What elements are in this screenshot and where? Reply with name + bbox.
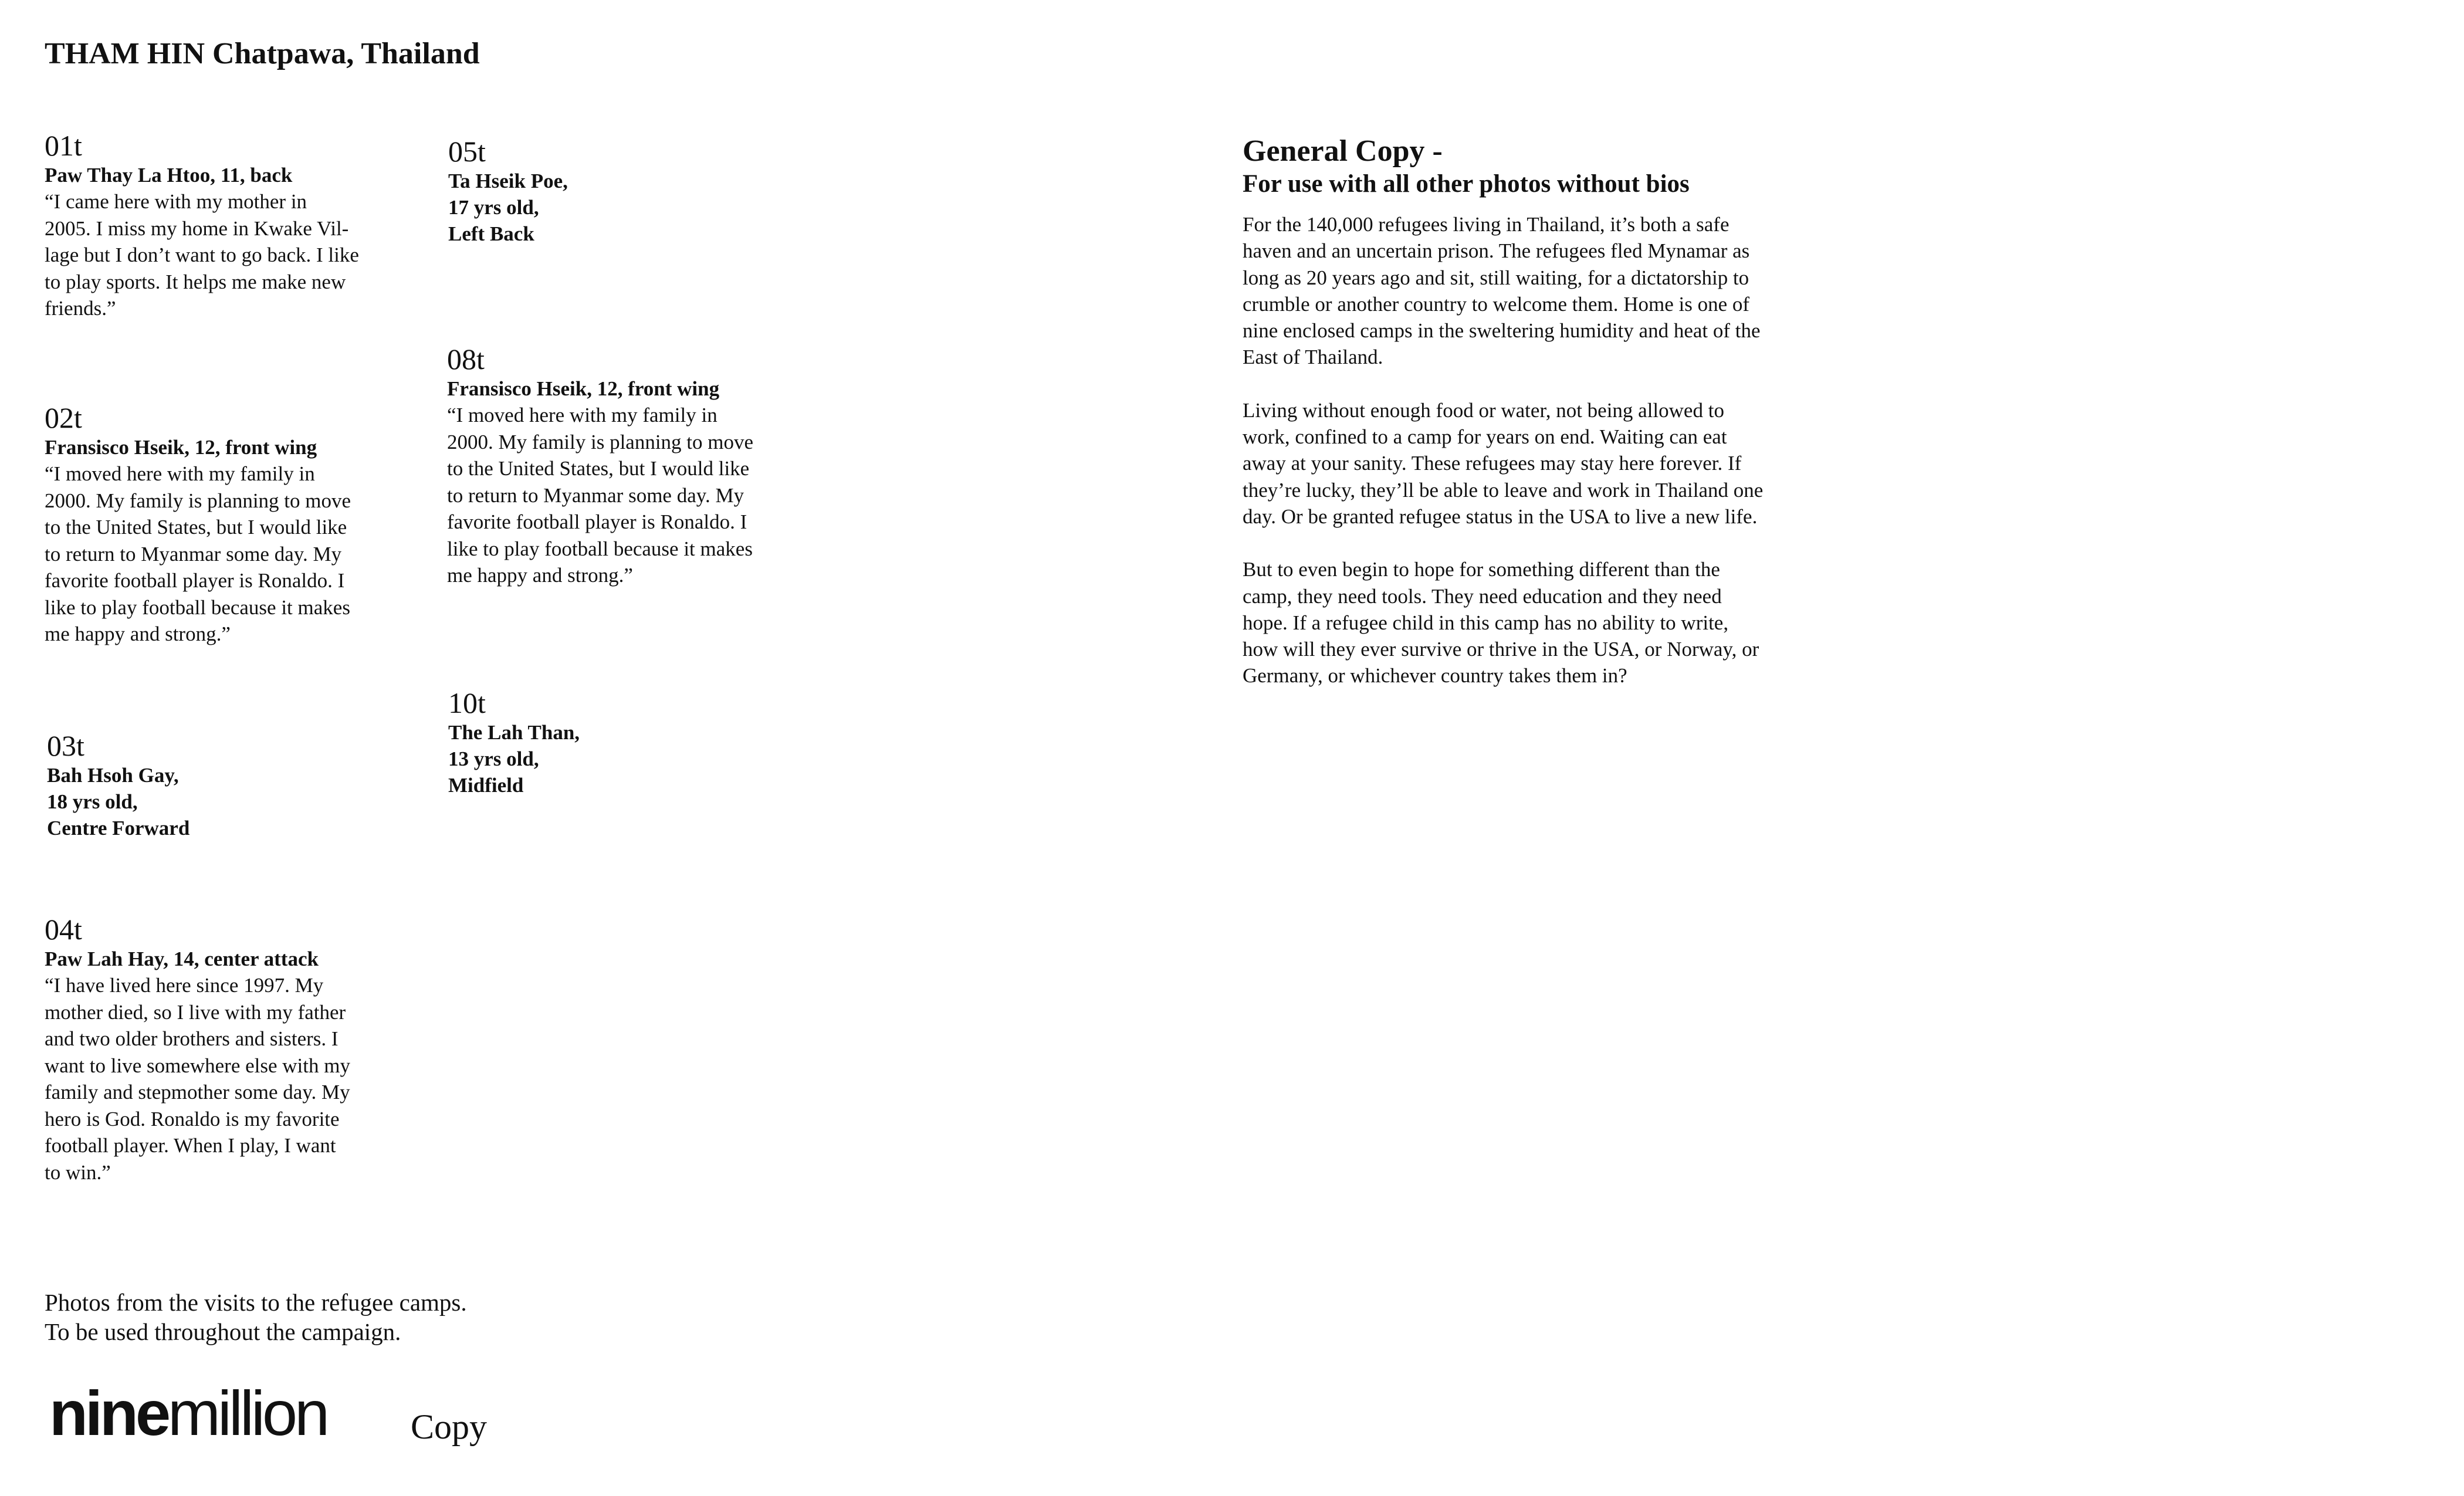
- quote-line: like to play football because it makes: [45, 595, 350, 619]
- general-copy-title: General Copy -: [1243, 134, 1443, 168]
- quote-line: favorite football player is Ronaldo. I: [447, 510, 747, 533]
- player-name: Paw Lah Hay, 14, center attack: [45, 947, 319, 970]
- quote-line: “I moved here with my family in: [45, 462, 315, 485]
- quote-line: to play sports. It helps me make new: [45, 270, 346, 293]
- bio-entry-03t: [47, 729, 393, 841]
- player-position-line: Left Back: [448, 222, 534, 245]
- quote-line: family and stepmother some day. My: [45, 1081, 350, 1104]
- player-age-line: 18 yrs old,: [47, 790, 138, 813]
- paragraph-line: how will they ever survive or thrive in the USA, or Norway, or: [1243, 638, 1759, 661]
- quote-line: to return to Myanmar some day. My: [45, 542, 342, 566]
- player-name: Fransisco Hseik, 12, front wing: [447, 377, 720, 400]
- quote-line: me happy and strong.”: [447, 564, 633, 587]
- paragraph-line: crumble or another country to welcome them. Home is one of: [1243, 292, 1750, 316]
- paragraph-line: day. Or be granted refugee status in the USA to live a new life.: [1243, 505, 1758, 528]
- player-name-line: Bah Hsoh Gay,: [47, 764, 179, 787]
- bio-entry-10t: [448, 686, 794, 798]
- paragraph-line: nine enclosed camps in the sweltering humidity and heat of the: [1243, 319, 1761, 343]
- quote-line: “I have lived here since 1997. My: [45, 974, 324, 997]
- quote-line: like to play football because it makes: [447, 537, 753, 560]
- photo-code: 01t: [45, 129, 82, 162]
- paragraph-line: away at your sanity. These refugees may stay here forever. If: [1243, 452, 1742, 475]
- quote-line: and two older brothers and sisters. I: [45, 1027, 339, 1050]
- photo-code: 05t: [448, 135, 486, 168]
- player-name-line: The Lah Than,: [448, 721, 580, 744]
- paragraph-line: For the 140,000 refugees living in Thailand, it’s both a safe: [1243, 213, 1729, 236]
- general-paragraph-3: [1243, 556, 1806, 689]
- bio-entry-01t: [45, 129, 391, 322]
- paragraph-line: East of Thailand.: [1243, 346, 1383, 369]
- paragraph-line: camp, they need tools. They need education and they need: [1243, 584, 1722, 608]
- paragraph-line: work, confined to a camp for years on end. Waiting can eat: [1243, 425, 1727, 449]
- paragraph-line: they’re lucky, they’ll be able to leave and work in Thailand one: [1243, 478, 1764, 502]
- photo-code: 03t: [47, 729, 84, 762]
- bio-entry-05t: [448, 135, 794, 247]
- quote-line: me happy and strong.”: [45, 622, 231, 645]
- paragraph-line: long as 20 years ago and sit, still waiting, for a dictatorship to: [1243, 266, 1749, 289]
- ninemillion-logo: [49, 1377, 327, 1448]
- quote-line: friends.”: [45, 297, 116, 320]
- footer-line-1: Photos from the visits to the refugee camps.: [45, 1289, 467, 1316]
- player-name-line: Ta Hseik Poe,: [448, 170, 568, 192]
- quote-line: want to live somewhere else with my: [45, 1054, 350, 1077]
- paragraph-line: Germany, or whichever country takes them in?: [1243, 664, 1627, 688]
- quote-line: favorite football player is Ronaldo. I: [45, 569, 345, 592]
- quote-line: to the United States, but I would like: [447, 457, 750, 480]
- photo-code: 10t: [448, 686, 486, 719]
- general-paragraph-1: [1243, 211, 1806, 371]
- quote-line: “I came here with my mother in: [45, 190, 307, 213]
- logo-copy-label: Copy: [411, 1407, 488, 1446]
- paragraph-line: Living without enough food or water, not being allowed to: [1243, 398, 1724, 422]
- general-copy-subtitle: For use with all other photos without bios: [1243, 170, 1690, 198]
- paragraph-line: But to even begin to hope for something different than the: [1243, 558, 1720, 581]
- photo-code: 08t: [447, 343, 485, 375]
- quote-line: mother died, so I live with my father: [45, 1000, 346, 1024]
- bio-entry-04t: [45, 913, 391, 1186]
- quote-line: 2005. I miss my home in Kwake Vil-: [45, 216, 349, 240]
- photo-code: 02t: [45, 401, 82, 434]
- page-title: THAM HIN Chatpawa, Thailand: [45, 37, 480, 70]
- quote-line: to return to Myanmar some day. My: [447, 483, 744, 507]
- bio-entry-08t: [447, 343, 793, 589]
- quote-line: hero is God. Ronaldo is my favorite: [45, 1107, 340, 1131]
- photo-code: 04t: [45, 913, 82, 946]
- bio-entry-02t: [45, 401, 391, 648]
- quote-line: football player. When I play, I want: [45, 1134, 336, 1157]
- quote-line: “I moved here with my family in: [447, 404, 717, 427]
- player-age-line: 17 yrs old,: [448, 196, 539, 219]
- quote-line: 2000. My family is planning to move: [45, 489, 351, 512]
- player-position-line: Midfield: [448, 774, 524, 797]
- paragraph-line: hope. If a refugee child in this camp has no ability to write,: [1243, 611, 1729, 634]
- player-name: Paw Thay La Htoo, 11, back: [45, 164, 293, 187]
- general-copy: [1243, 134, 1806, 716]
- quote-line: to the United States, but I would like: [45, 516, 347, 539]
- quote-line: 2000. My family is planning to move: [447, 430, 754, 453]
- logo-light-part: million: [168, 1377, 327, 1448]
- player-position-line: Centre Forward: [47, 817, 190, 840]
- player-age-line: 13 yrs old,: [448, 747, 539, 770]
- player-name: Fransisco Hseik, 12, front wing: [45, 436, 317, 459]
- quote-line: to win.”: [45, 1160, 111, 1184]
- general-paragraph-2: [1243, 397, 1806, 530]
- quote-line: lage but I don’t want to go back. I like: [45, 243, 359, 266]
- paragraph-line: haven and an uncertain prison. The refugees fled Mynamar as: [1243, 239, 1750, 263]
- footer-line-2: To be used throughout the campaign.: [45, 1318, 401, 1345]
- logo-bold-part: nine: [49, 1377, 168, 1448]
- footer-note: [45, 1288, 467, 1346]
